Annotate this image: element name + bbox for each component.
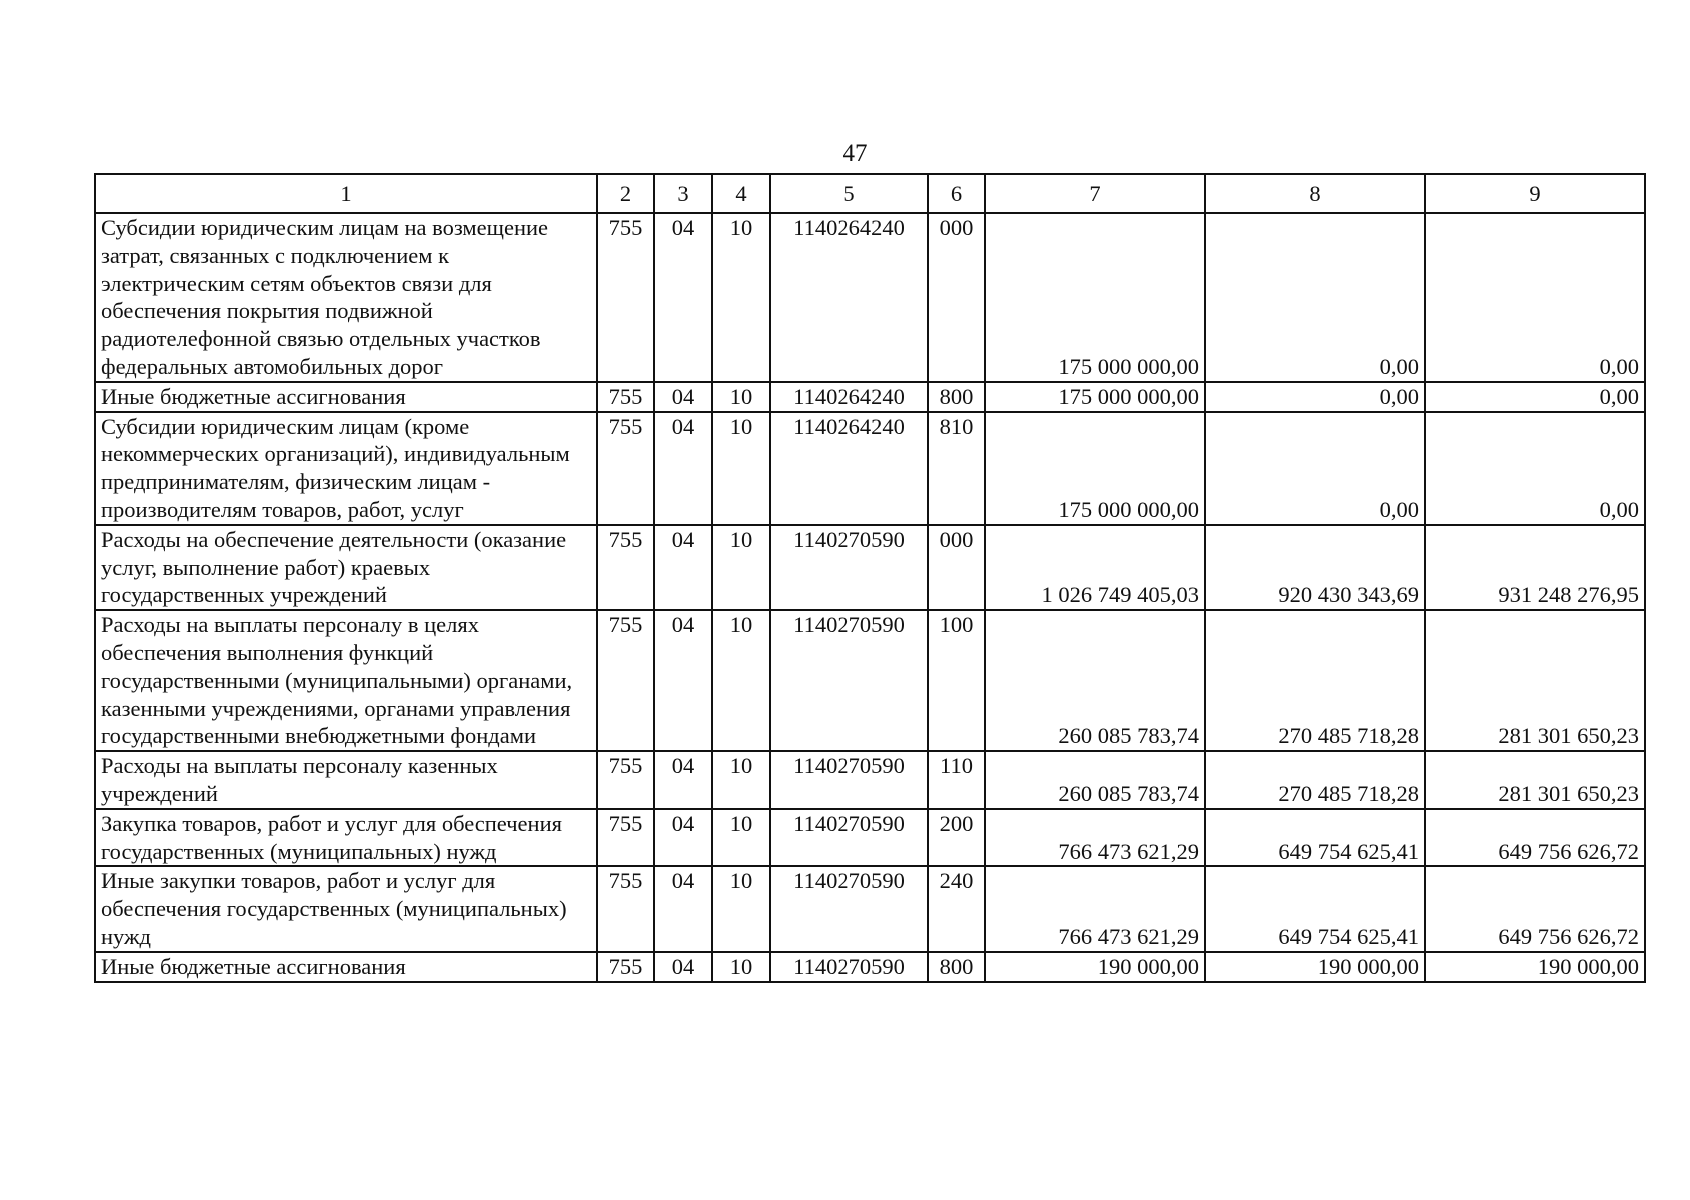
expense-type-code: 100	[928, 610, 985, 751]
amount-col-7: 175 000 000,00	[985, 213, 1205, 382]
target-article-code: 1140264240	[770, 213, 928, 382]
amount-col-9: 649 756 626,72	[1425, 866, 1645, 951]
column-header-2: 2	[597, 174, 654, 213]
expense-type-code: 000	[928, 213, 985, 382]
row-name: Расходы на обеспечение деятельности (оказание услуг, выполнение работ) краевых государственных учреждений	[95, 525, 597, 610]
expense-type-code: 240	[928, 866, 985, 951]
section-code: 04	[654, 952, 712, 982]
subsection-code: 10	[712, 866, 770, 951]
subsection-code: 10	[712, 809, 770, 867]
ministry-code: 755	[597, 751, 654, 809]
section-code: 04	[654, 213, 712, 382]
row-name: Иные бюджетные ассигнования	[95, 952, 597, 982]
row-name: Расходы на выплаты персоналу казенных учреждений	[95, 751, 597, 809]
table-row	[95, 382, 1645, 412]
target-article-code: 1140270590	[770, 751, 928, 809]
subsection-code: 10	[712, 412, 770, 525]
amount-col-7: 766 473 621,29	[985, 866, 1205, 951]
subsection-code: 10	[712, 382, 770, 412]
column-header-5: 5	[770, 174, 928, 213]
amount-col-9: 931 248 276,95	[1425, 525, 1645, 610]
ministry-code: 755	[597, 610, 654, 751]
ministry-code: 755	[597, 382, 654, 412]
target-article-code: 1140270590	[770, 809, 928, 867]
amount-col-8: 920 430 343,69	[1205, 525, 1425, 610]
table-row	[95, 213, 1645, 382]
amount-col-9: 0,00	[1425, 382, 1645, 412]
column-header-8: 8	[1205, 174, 1425, 213]
amount-col-7: 175 000 000,00	[985, 382, 1205, 412]
row-name: Иные закупки товаров, работ и услуг для обеспечения государственных (муниципальных) нужд	[95, 866, 597, 951]
table-row	[95, 866, 1645, 951]
row-name: Субсидии юридическим лицам на возмещение затрат, связанных с подключением к электрическим сетям объектов связи для обеспечения покрытия подвижной радиотелефонной связью отдельных участков федеральных автомобильных дорог	[95, 213, 597, 382]
target-article-code: 1140270590	[770, 610, 928, 751]
amount-col-8: 270 485 718,28	[1205, 610, 1425, 751]
section-code: 04	[654, 382, 712, 412]
subsection-code: 10	[712, 213, 770, 382]
amount-col-7: 260 085 783,74	[985, 610, 1205, 751]
expense-type-code: 800	[928, 952, 985, 982]
amount-col-9: 0,00	[1425, 412, 1645, 525]
section-code: 04	[654, 809, 712, 867]
amount-col-8: 0,00	[1205, 213, 1425, 382]
subsection-code: 10	[712, 952, 770, 982]
budget-table	[94, 173, 1646, 983]
row-name: Субсидии юридическим лицам (кроме некоммерческих организаций), индивидуальным предпринимателям, физическим лицам - производителям товаров, работ, услуг	[95, 412, 597, 525]
column-header-1: 1	[95, 174, 597, 213]
expense-type-code: 110	[928, 751, 985, 809]
amount-col-7: 766 473 621,29	[985, 809, 1205, 867]
header-row	[95, 174, 1645, 213]
ministry-code: 755	[597, 412, 654, 525]
target-article-code: 1140270590	[770, 866, 928, 951]
expense-type-code: 800	[928, 382, 985, 412]
amount-col-8: 190 000,00	[1205, 952, 1425, 982]
ministry-code: 755	[597, 525, 654, 610]
amount-col-7: 190 000,00	[985, 952, 1205, 982]
subsection-code: 10	[712, 751, 770, 809]
column-header-6: 6	[928, 174, 985, 213]
column-header-3: 3	[654, 174, 712, 213]
amount-col-8: 649 754 625,41	[1205, 809, 1425, 867]
table-row	[95, 412, 1645, 525]
expense-type-code: 810	[928, 412, 985, 525]
target-article-code: 1140264240	[770, 412, 928, 525]
table-row	[95, 809, 1645, 867]
section-code: 04	[654, 751, 712, 809]
page-number: 47	[842, 140, 868, 167]
table-row	[95, 952, 1645, 982]
amount-col-8: 270 485 718,28	[1205, 751, 1425, 809]
table-row	[95, 751, 1645, 809]
expense-type-code: 000	[928, 525, 985, 610]
row-name: Закупка товаров, работ и услуг для обеспечения государственных (муниципальных) нужд	[95, 809, 597, 867]
amount-col-9: 281 301 650,23	[1425, 751, 1645, 809]
target-article-code: 1140264240	[770, 382, 928, 412]
column-header-7: 7	[985, 174, 1205, 213]
section-code: 04	[654, 525, 712, 610]
section-code: 04	[654, 412, 712, 525]
amount-col-9: 281 301 650,23	[1425, 610, 1645, 751]
ministry-code: 755	[597, 952, 654, 982]
amount-col-7: 260 085 783,74	[985, 751, 1205, 809]
amount-col-7: 1 026 749 405,03	[985, 525, 1205, 610]
section-code: 04	[654, 866, 712, 951]
table-row	[95, 525, 1645, 610]
amount-col-9: 649 756 626,72	[1425, 809, 1645, 867]
amount-col-8: 0,00	[1205, 412, 1425, 525]
amount-col-9: 190 000,00	[1425, 952, 1645, 982]
amount-col-8: 649 754 625,41	[1205, 866, 1425, 951]
expense-type-code: 200	[928, 809, 985, 867]
target-article-code: 1140270590	[770, 952, 928, 982]
subsection-code: 10	[712, 525, 770, 610]
amount-col-8: 0,00	[1205, 382, 1425, 412]
table-row	[95, 610, 1645, 751]
subsection-code: 10	[712, 610, 770, 751]
ministry-code: 755	[597, 809, 654, 867]
column-header-4: 4	[712, 174, 770, 213]
row-name: Расходы на выплаты персоналу в целях обеспечения выполнения функций государственными (муниципальными) органами, казенными учреждениями, органами управления государственными внебюджетными фондами	[95, 610, 597, 751]
amount-col-9: 0,00	[1425, 213, 1645, 382]
ministry-code: 755	[597, 866, 654, 951]
column-header-9: 9	[1425, 174, 1645, 213]
amount-col-7: 175 000 000,00	[985, 412, 1205, 525]
target-article-code: 1140270590	[770, 525, 928, 610]
row-name: Иные бюджетные ассигнования	[95, 382, 597, 412]
section-code: 04	[654, 610, 712, 751]
ministry-code: 755	[597, 213, 654, 382]
